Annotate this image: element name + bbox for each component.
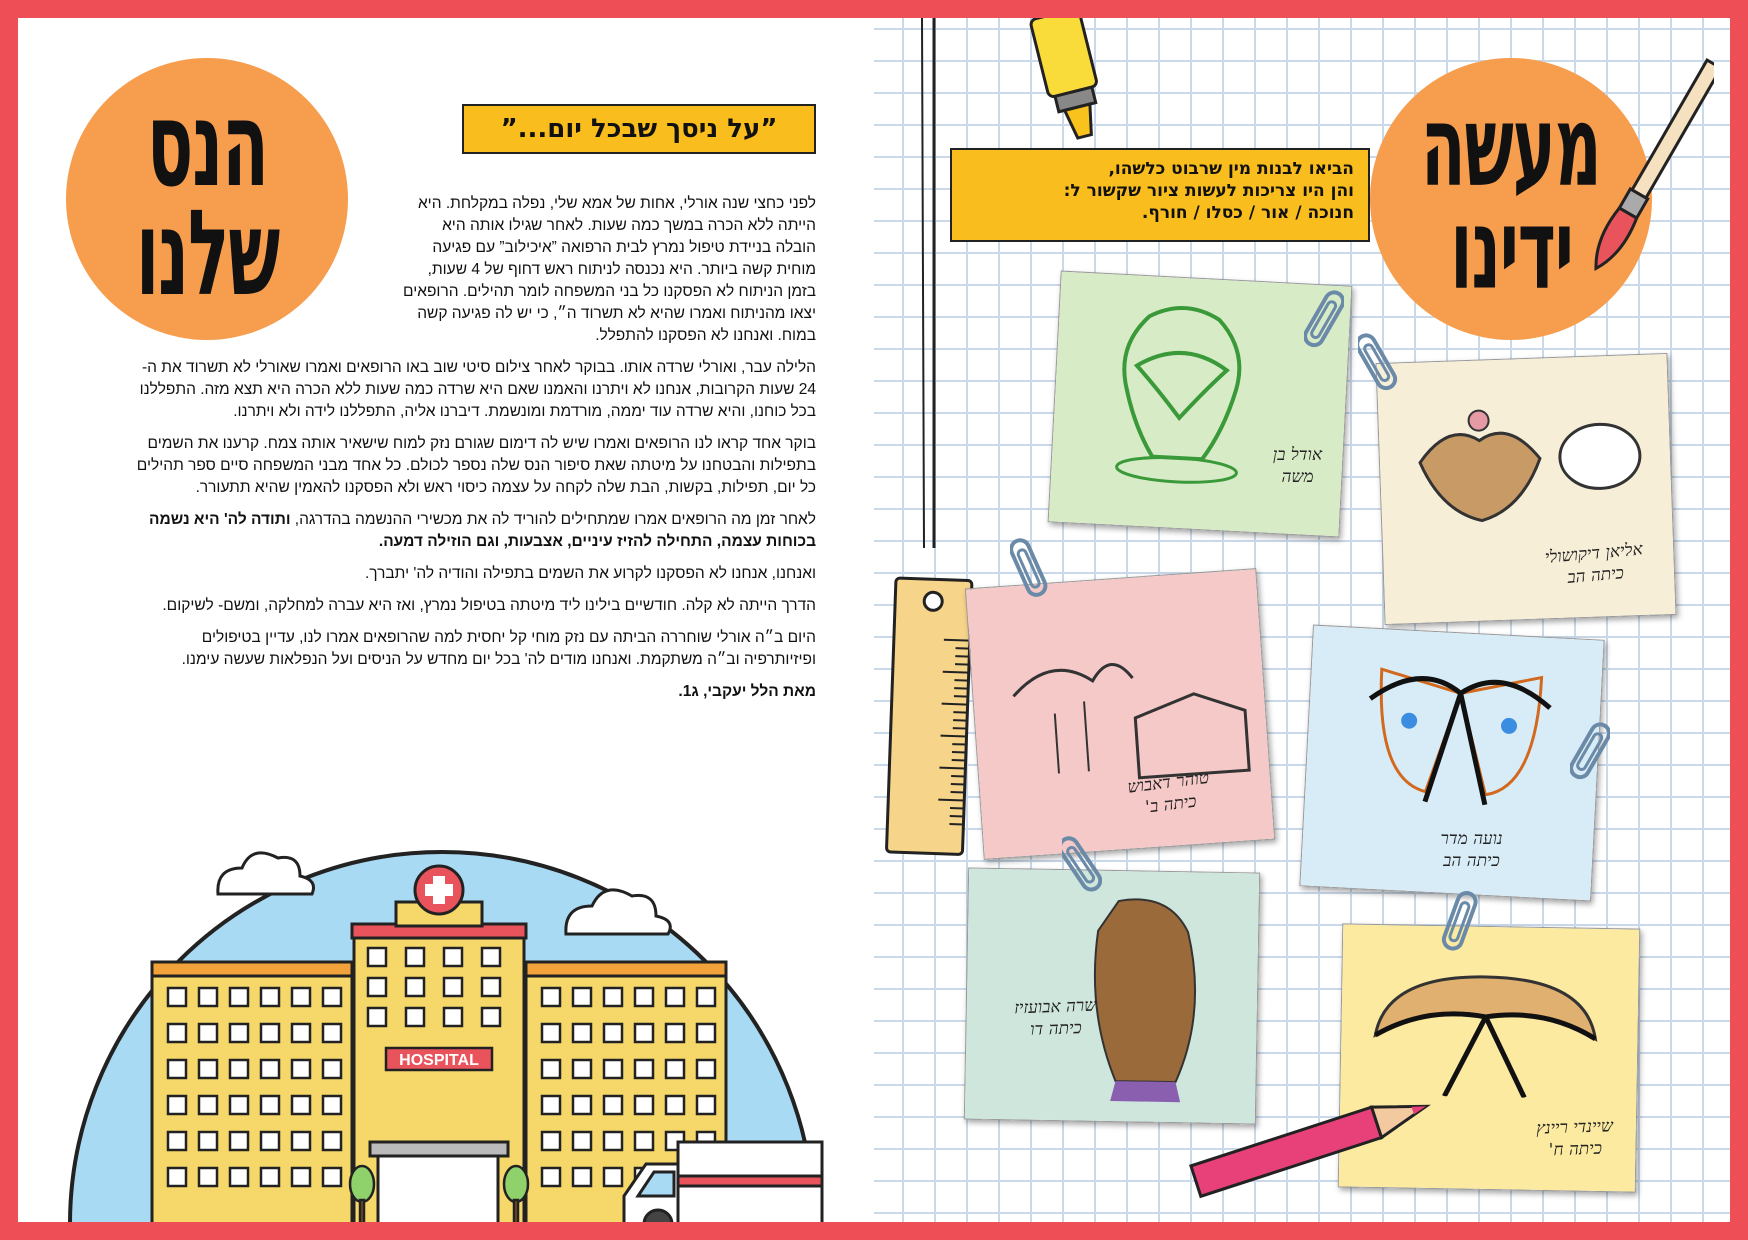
paragraph-4-plain: לאחר זמן מה הרופאים אמרו שמתחילים להוריד לה את מכשירי ההנשמה בהדרגה, [290, 511, 816, 528]
window [292, 1168, 310, 1186]
paragraph-2: הלילה עבר, ואורלי שרדה אותו. בבוקר לאחר צילום סיטי שוב באו הרופאים ואמרו שאורלי לא תשרוד את ה- 24 שעות הקרובות, אנחנו לא ויתרנו והאמנו שאם היא שרדה כמה שעות ללא הכרה היא תצא מזה. התפללנו בכל כוחנו, והיא שרדה עוד יממה, מורדמת ומונשמת. דיברנו אליה, התפללנו לידה ולא ויתרנו. [139, 359, 816, 420]
paperclip-icon [1570, 718, 1610, 788]
article-title-text: ”על ניסך שבכל יום...” [500, 114, 778, 144]
window [230, 1096, 248, 1114]
window [230, 1024, 248, 1042]
paragraph-7: היום ב״ה אורלי שוחררה הביתה עם נזק מוחי קל יחסית למה שהרופאים אמרו לנו, עדיין בטיפולים ופיזיותרפיה וב״ה משתקמת. ואנחנו מודים לה' בכל יום מחדש על הניסים ועל הנפלאות שעשה עימנו. [181, 629, 816, 668]
window [604, 988, 622, 1006]
instructions-box [950, 148, 1370, 242]
vase-drawing [1091, 294, 1271, 493]
window [542, 1024, 560, 1042]
window [292, 1060, 310, 1078]
drawing-card-4 [1299, 625, 1604, 902]
window [666, 1096, 684, 1114]
window [368, 1008, 386, 1026]
window [323, 1024, 341, 1042]
badge-line1: מעשה [1421, 81, 1601, 212]
window [635, 1060, 653, 1078]
drawing-card-3 [965, 568, 1275, 860]
paragraph-4 [136, 509, 816, 553]
window [666, 1060, 684, 1078]
window [199, 1168, 217, 1186]
window [444, 1008, 462, 1026]
window [261, 988, 279, 1006]
author-credit: מאת הלל יעקבי, ג1. [678, 683, 816, 700]
drawing-signature-6-name: שיינדי ריינץ [1536, 1116, 1614, 1139]
window [635, 1024, 653, 1042]
window [261, 1024, 279, 1042]
window [292, 988, 310, 1006]
instruction-line-1: הביאו לבנות מין שרבוט כלשהו, [1108, 159, 1354, 179]
window [230, 1168, 248, 1186]
paperclip-icon [1358, 328, 1398, 398]
drawing-signature-2 [1544, 538, 1645, 590]
window [230, 988, 248, 1006]
drawing-signature-3-name: טוהר דאבוש [1126, 767, 1211, 798]
paragraph-1: לפני כחצי שנה אורלי, אחות של אמא שלי, נפלה במקלחת. היא הייתה ללא הכרה במשך כמה שעות. לאחר שגילו אותה היא הובלה בניידת טיפול נמרץ לבית הרפואה ”איכילוב” עם פגיעה מוחית קשה ביותר. היא נכנסה לניתוח ראש דחוף של 4 שעות, בזמן הניתוח לא הפסקנו כל בני המשפחה לומר תהילים. הרופאים יצאו מהניתוח ואמרו שהיא לא תשרוד ה״, כי יש לה פגיעה קשה במוח. ואנחנו לא הפסקנו להתפלל. [403, 195, 816, 344]
window [666, 1024, 684, 1042]
right-page [874, 18, 1730, 1222]
window [573, 1168, 591, 1186]
drawing-signature-2-name: אליאן דיקושולי [1544, 539, 1644, 568]
window [168, 1132, 186, 1150]
drawing-signature-5 [1014, 995, 1098, 1042]
window [697, 988, 715, 1006]
window [406, 978, 424, 996]
window [199, 1132, 217, 1150]
hospital-illustration [18, 824, 874, 1222]
window [323, 1060, 341, 1078]
window [482, 948, 500, 966]
window [635, 1132, 653, 1150]
window [323, 1096, 341, 1114]
window [168, 988, 186, 1006]
drawing-signature-3-class: כיתה ב' [1144, 791, 1198, 818]
paintbrush-icon [1594, 48, 1714, 288]
window [697, 1060, 715, 1078]
window [230, 1132, 248, 1150]
window [542, 1132, 560, 1150]
window [604, 1168, 622, 1186]
window [635, 1096, 653, 1114]
window [261, 1132, 279, 1150]
window [261, 1060, 279, 1078]
window [635, 988, 653, 1006]
window [230, 1060, 248, 1078]
pencil-icon [1170, 1084, 1450, 1204]
paragraph-5: ואנחנו, אנחנו לא הפסקנו לקרוע את השמים בתפילה והודיה לה' יתברך. [365, 565, 816, 582]
window [292, 1132, 310, 1150]
drawing-signature-1-name: אודל בן [1272, 445, 1322, 466]
drawing-signature-6-class: כיתה ח' [1548, 1138, 1603, 1161]
window [482, 978, 500, 996]
window [292, 1096, 310, 1114]
paperclip-icon [1440, 888, 1480, 958]
window [542, 988, 560, 1006]
window [542, 1096, 560, 1114]
paragraph-3: בוקר אחד קראו לנו הרופאים ואמרו שיש לה דימום שגורם נזק למוח שישאיר אותה צמח. קרענו את השמים בתפילות והבטחנו על מיטתה שאת סיפור הנס שלה נספר לכולם. כל אחד מבני המשפחה סיים ספר תהילים כל יום, תפילות, בקשות, הבת שלה לקחה על עצמה כיסוי ראש ולא הפסקנו להאמין שהיא תתעורר. [136, 435, 816, 496]
drawing-card-2 [1376, 353, 1677, 625]
left-page [18, 18, 874, 1222]
window [697, 1024, 715, 1042]
drawing-signature-5-class: כיתה דו [1029, 1018, 1083, 1040]
window [604, 1024, 622, 1042]
window [368, 948, 386, 966]
paragraph-4-bold: ותודה לה' היא נשמה בכוחות עצמה, התחילה להזיז עיניים, אצבעות, וגם הוזילה דמעה. [149, 511, 816, 550]
highlighter-icon [1026, 18, 1116, 152]
window [168, 1096, 186, 1114]
window [406, 1008, 424, 1026]
window [604, 1060, 622, 1078]
window [542, 1168, 560, 1186]
window [573, 1132, 591, 1150]
drawing-signature-5-name: שרה אבועזיז [1013, 995, 1097, 1019]
drawing-signature-4-class: כיתה הב [1443, 851, 1500, 872]
window [168, 1060, 186, 1078]
window [482, 1008, 500, 1026]
window [199, 1096, 217, 1114]
faces-drawing [1355, 648, 1563, 818]
window [323, 1132, 341, 1150]
window [168, 1168, 186, 1186]
window [261, 1096, 279, 1114]
badge-line1: הנס [146, 75, 268, 214]
window [573, 1024, 591, 1042]
window [573, 988, 591, 1006]
badge-line2: שלנו [135, 184, 279, 322]
hospital-sign: HOSPITAL [399, 1052, 479, 1069]
instruction-line-3: חנוכה / אור / כסלו / חורף. [1141, 203, 1354, 223]
window [573, 1096, 591, 1114]
window [323, 988, 341, 1006]
window [666, 988, 684, 1006]
window [199, 1060, 217, 1078]
window [199, 988, 217, 1006]
instruction-line-2: והן היו צריכות לעשות ציור שקשור ל: [1063, 181, 1354, 201]
window [261, 1168, 279, 1186]
window [168, 1024, 186, 1042]
window [368, 978, 386, 996]
paragraph-6: הדרך הייתה לא קלה. חודשיים בילינו ליד מיטתה בטיפול נמרץ, ואז היא עברה למחלקה, ומשם- לשיקום. [162, 597, 816, 614]
drawing-signature-2-class: כיתה הב [1566, 563, 1625, 589]
window [697, 1096, 715, 1114]
drawing-signature-6 [1536, 1115, 1614, 1162]
heart-drawing [1408, 395, 1652, 533]
winter-house-drawing [988, 600, 1260, 798]
drawing-signature-4-name: נועה מדר [1440, 829, 1503, 850]
donut-drawing [1364, 955, 1606, 1099]
window [604, 1096, 622, 1114]
window [604, 1132, 622, 1150]
window [292, 1024, 310, 1042]
paperclip-icon [1062, 830, 1102, 900]
window [444, 978, 462, 996]
paperclip-icon [1304, 286, 1344, 356]
drawing-signature-1-class: משה [1281, 467, 1314, 488]
article-title [462, 104, 816, 154]
drawing-signature-4 [1440, 828, 1502, 872]
article-body [135, 184, 816, 713]
window [323, 1168, 341, 1186]
girl-drawing [1075, 890, 1229, 1113]
paperclip-icon [1010, 534, 1050, 604]
drawing-signature-1 [1273, 444, 1322, 488]
window [542, 1060, 560, 1078]
badge-line2: ידינו [1449, 185, 1573, 315]
window [406, 948, 424, 966]
window [573, 1060, 591, 1078]
window [199, 1024, 217, 1042]
window [444, 948, 462, 966]
